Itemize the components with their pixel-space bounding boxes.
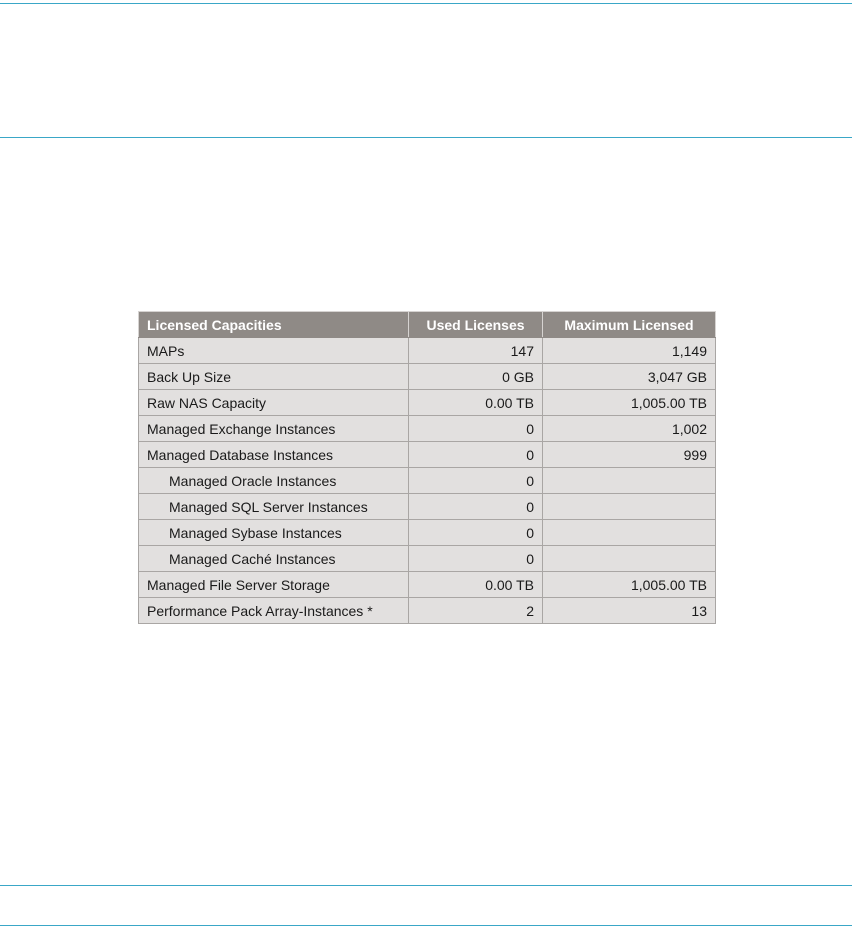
column-header-maximum-licensed: Maximum Licensed xyxy=(543,312,716,338)
table-row xyxy=(139,416,716,442)
table-header-row xyxy=(139,312,716,338)
used-licenses-value: 2 xyxy=(409,598,543,624)
capacity-name: Managed Caché Instances xyxy=(139,546,409,572)
used-licenses-value: 0 xyxy=(409,442,543,468)
maximum-licensed-value: 13 xyxy=(543,598,716,624)
table-row xyxy=(139,468,716,494)
capacity-name: Managed File Server Storage xyxy=(139,572,409,598)
maximum-licensed-value xyxy=(543,494,716,520)
maximum-licensed-value: 1,149 xyxy=(543,338,716,364)
licensed-capacities-panel xyxy=(138,311,715,624)
header-divider-line xyxy=(0,137,852,138)
capacity-name: MAPs xyxy=(139,338,409,364)
maximum-licensed-value: 1,005.00 TB xyxy=(543,572,716,598)
used-licenses-value: 0 xyxy=(409,520,543,546)
table-row xyxy=(139,546,716,572)
capacity-name: Raw NAS Capacity xyxy=(139,390,409,416)
maximum-licensed-value xyxy=(543,546,716,572)
table-row xyxy=(139,520,716,546)
used-licenses-value: 0 xyxy=(409,468,543,494)
used-licenses-value: 0.00 TB xyxy=(409,572,543,598)
table-row xyxy=(139,390,716,416)
maximum-licensed-value: 999 xyxy=(543,442,716,468)
table-row xyxy=(139,494,716,520)
used-licenses-value: 0 GB xyxy=(409,364,543,390)
column-header-licensed-capacities: Licensed Capacities xyxy=(139,312,409,338)
used-licenses-value: 0 xyxy=(409,546,543,572)
maximum-licensed-value xyxy=(543,468,716,494)
capacity-name: Managed SQL Server Instances xyxy=(139,494,409,520)
capacity-name: Managed Exchange Instances xyxy=(139,416,409,442)
maximum-licensed-value: 1,005.00 TB xyxy=(543,390,716,416)
table-row xyxy=(139,442,716,468)
table-row xyxy=(139,338,716,364)
footer-divider-line xyxy=(0,885,852,886)
used-licenses-value: 147 xyxy=(409,338,543,364)
top-divider-line xyxy=(0,3,852,4)
capacity-name: Managed Database Instances xyxy=(139,442,409,468)
used-licenses-value: 0.00 TB xyxy=(409,390,543,416)
used-licenses-value: 0 xyxy=(409,416,543,442)
licensed-capacities-table xyxy=(138,311,716,624)
maximum-licensed-value: 1,002 xyxy=(543,416,716,442)
table-row xyxy=(139,572,716,598)
maximum-licensed-value xyxy=(543,520,716,546)
bottom-divider-line xyxy=(0,925,852,926)
capacity-name: Managed Sybase Instances xyxy=(139,520,409,546)
table-row xyxy=(139,598,716,624)
used-licenses-value: 0 xyxy=(409,494,543,520)
column-header-used-licenses: Used Licenses xyxy=(409,312,543,338)
maximum-licensed-value: 3,047 GB xyxy=(543,364,716,390)
table-row xyxy=(139,364,716,390)
capacity-name: Performance Pack Array-Instances * xyxy=(139,598,409,624)
capacity-name: Managed Oracle Instances xyxy=(139,468,409,494)
capacity-name: Back Up Size xyxy=(139,364,409,390)
